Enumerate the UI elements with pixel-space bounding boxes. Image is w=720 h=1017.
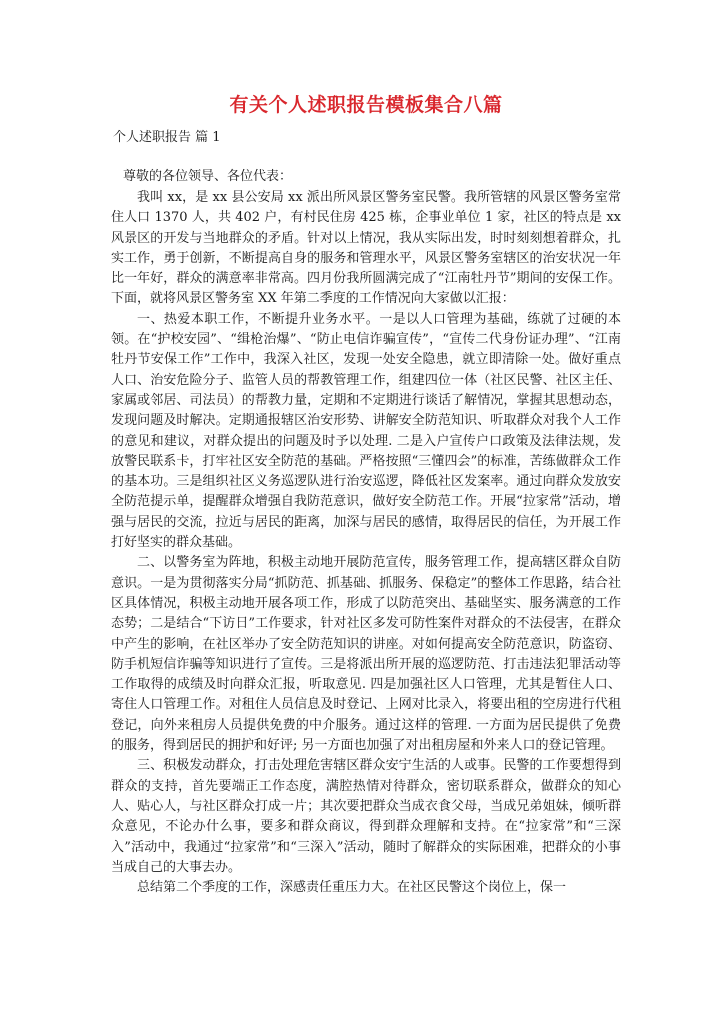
- document-title: 有关个人述职报告模板集合八篇: [229, 94, 503, 116]
- paragraph-intro: 我叫 xx，是 xx 县公安局 xx 派出所风景区警务室民警。我所管辖的风景区警务室常住人口 1370 人，共 402 户，有村民住房 425 栋，企事业单位 1 家，社区的特点是 xx 风景区的开发与当地群众的矛盾。针对以上情况，我从实际出发，时时刻刻想着群众，扎实工作，勇于创新，不断提高自身的服务和管理水平，风景区警务室辖区的治安状况一年比一年好，群众的满意率非常高。四月份我所圆满完成了“江南牡丹节”期间的安保工作。下面，就将风景区警务室 XX 年第二季度的工作情况向大家做以汇报：: [111, 190, 621, 307]
- paragraph-section-one: 一、热爱本职工作，不断提升业务水平。一是以人口管理为基础，练就了过硬的本领。在“护校安园”、“缉枪治爆”、“防止电信诈骗宣传”，“宣传二代身份证办理”、“江南牡丹节安保工作”工作中，我深入社区，发现一处安全隐患，就立即清除一处。做好重点人口、治安危险分子、监管人员的帮教管理工作，组建四位一体（社区民警、社区主任、家属或邻居、司法员）的帮教力量，定期和不定期进行谈话了解情况，掌握其思想动态，发现问题及时解决。定期通报辖区治安形势、讲解安全防范知识、听取群众对我个人工作的意见和建议，对群众提出的问题及时予以处理. 二是入户宣传户口政策及法律法规，发放警民联系卡，打牢社区安全防范的基础。严格按照“三懂四会”的标准，苦练做群众工作的基本功。三是组织社区义务巡逻队进行治安巡逻，降低社区发案率。通过向群众发放安全防范提示单，提醒群众增强自我防范意识，做好安全防范工作。开展“拉家常”活动，增强与居民的交流，拉近与居民的距离，加深与居民的感情，取得居民的信任，为开展工作打好坚实的群众基础。: [111, 311, 621, 551]
- document-page: [111, 92, 621, 898]
- paragraph-summary: 总结第二个季度的工作，深感责任重压力大。在社区民警这个岗位上，保一: [137, 880, 567, 896]
- paragraph-section-three: 三、积极发动群众，打击处理危害辖区群众安宁生活的人或事。民警的工作要想得到群众的支持，首先要端正工作态度，满腔热情对待群众，密切联系群众，做群众的知心人、贴心人，与社区群众打成一片；其次要把群众当成衣食父母，当成兄弟姐妹，倾听群众意见，不论办什么事，要多和群众商议，得到群众理解和支持。在“拉家常”和“三深入”活动中，我通过“拉家常”和“三深入”活动，随时了解群众的实际困难，把群众的小事当成自己的大事去办。: [111, 758, 621, 875]
- paragraph-section-two: 二、以警务室为阵地，积极主动地开展防范宣传，服务管理工作，提高辖区群众自防意识。一是为贯彻落实分局“抓防范、抓基础、抓服务、保稳定”的整体工作思路，结合社区具体情况，积极主动地开展各项工作，形成了以防范突出、基础坚实、服务满意的工作态势；二是结合“下访日”工作要求，针对社区多发可防性案件对群众的不法侵害，在群众中产生的影响，在社区举办了安全防范知识的讲座。对如何提高安全防范意识，防盗窃、防手机短信诈骗等知识进行了宣传。三是将派出所开展的巡逻防范、打击违法犯罪活动等工作取得的成绩及时向群众汇报，听取意见. 四是加强社区人口管理，尤其是暂住人口、寄住人口管理工作。对租住人员信息及时登记、上网对比录入，将要出租的空房进行代租登记，向外来租房人员提供免费的中介服务。通过这样的管理. 一方面为居民提供了免费的服务，得到居民的拥护和好评; 另一方面也加强了对出租房屋和外来人口的登记管理。: [111, 555, 621, 754]
- salutation: 尊敬的各位领导、各位代表：: [123, 169, 293, 184]
- section-subtitle: 个人述职报告 篇 1: [113, 130, 221, 145]
